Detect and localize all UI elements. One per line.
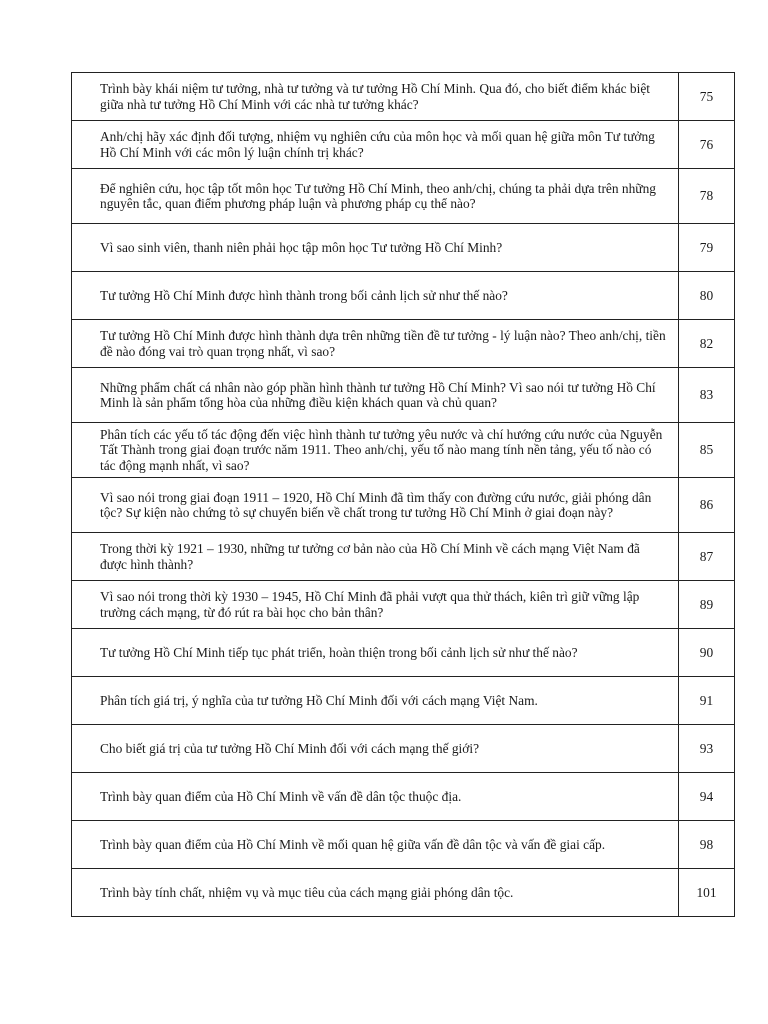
question-cell xyxy=(72,320,679,368)
question-cell xyxy=(72,169,679,224)
question-text: Vì sao nói trong giai đoạn 1911 – 1920, Hồ Chí Minh đã tìm thấy con đường cứu nước, giải phóng dân tộc? Sự kiện nào chứng tỏ sự chuyển biến về chất trong tư tưởng Hồ Chí Minh ở giai đoạn này? xyxy=(100,489,652,520)
page-number: 83 xyxy=(699,387,714,403)
question-text: Tư tưởng Hồ Chí Minh được hình thành trong bối cảnh lịch sử như thế nào? xyxy=(100,287,508,303)
page-number: 76 xyxy=(699,136,714,152)
table-row xyxy=(72,423,735,478)
question-text: Để nghiên cứu, học tập tốt môn học Tư tưởng Hồ Chí Minh, theo anh/chị, chúng ta phải dựa trên những nguyên tắc, quan điểm phương pháp luận và phương pháp cụ thể nào? xyxy=(100,180,656,211)
page-number: 94 xyxy=(699,788,714,804)
page-number-cell xyxy=(679,320,735,368)
page-number: 89 xyxy=(699,596,714,612)
question-cell xyxy=(72,368,679,423)
page-number: 82 xyxy=(699,335,714,351)
question-text: Phân tích giá trị, ý nghĩa của tư tưởng Hồ Chí Minh đối với cách mạng Việt Nam. xyxy=(100,692,538,708)
page-number-cell xyxy=(679,821,735,869)
table-row xyxy=(72,320,735,368)
page-number: 79 xyxy=(699,239,714,255)
question-text: Vì sao sinh viên, thanh niên phải học tập môn học Tư tưởng Hồ Chí Minh? xyxy=(100,239,503,255)
page-number-cell xyxy=(679,73,735,121)
question-text: Trong thời kỳ 1921 – 1930, những tư tưởng cơ bản nào của Hồ Chí Minh về cách mạng Việt Nam đã được hình thành? xyxy=(100,541,640,572)
question-text: Trình bày khái niệm tư tưởng, nhà tư tưởng và tư tưởng Hồ Chí Minh. Qua đó, cho biết điểm khác biệt giữa nhà tư tưởng Hồ Chí Minh với các nhà tư tưởng khác? xyxy=(100,81,651,112)
question-text: Trình bày quan điểm của Hồ Chí Minh về mối quan hệ giữa vấn đề dân tộc và vấn đề giai cấp. xyxy=(100,836,606,852)
question-text: Trình bày quan điểm của Hồ Chí Minh về vấn đề dân tộc thuộc địa. xyxy=(100,788,462,804)
table-row xyxy=(72,677,735,725)
page-number: 86 xyxy=(699,497,714,513)
table-row xyxy=(72,121,735,169)
question-cell xyxy=(72,869,679,917)
question-cell xyxy=(72,224,679,272)
question-cell xyxy=(72,725,679,773)
page-number-cell xyxy=(679,169,735,224)
question-text: Anh/chị hãy xác định đối tượng, nhiệm vụ nghiên cứu của môn học và mối quan hệ giữa môn Tư tưởng Hồ Chí Minh với các môn lý luận chính trị khác? xyxy=(100,129,655,160)
page-number: 93 xyxy=(699,740,714,756)
question-text: Tư tưởng Hồ Chí Minh tiếp tục phát triển, hoàn thiện trong bối cảnh lịch sử như thế nào? xyxy=(100,644,578,660)
page-number-cell xyxy=(679,773,735,821)
page-number: 87 xyxy=(699,548,714,564)
page-number-cell xyxy=(679,121,735,169)
page-number-cell xyxy=(679,869,735,917)
page-number: 91 xyxy=(699,692,714,708)
page-number-cell xyxy=(679,272,735,320)
table-row xyxy=(72,773,735,821)
page-number-cell xyxy=(679,533,735,581)
table-row xyxy=(72,821,735,869)
table-row xyxy=(72,629,735,677)
question-index-table xyxy=(71,72,735,917)
page-number-cell xyxy=(679,581,735,629)
page-number: 80 xyxy=(699,287,714,303)
question-cell xyxy=(72,478,679,533)
table-row xyxy=(72,478,735,533)
table-row xyxy=(72,224,735,272)
question-text: Vì sao nói trong thời kỳ 1930 – 1945, Hồ Chí Minh đã phải vượt qua thử thách, kiên trì giữ vững lập trường cách mạng, từ đó rút ra bài học cho bản thân? xyxy=(100,589,640,620)
page-number-cell xyxy=(679,677,735,725)
question-cell xyxy=(72,73,679,121)
page-number-cell xyxy=(679,368,735,423)
table-row xyxy=(72,169,735,224)
table-row xyxy=(72,368,735,423)
question-cell xyxy=(72,773,679,821)
question-cell xyxy=(72,629,679,677)
question-cell xyxy=(72,581,679,629)
question-cell xyxy=(72,677,679,725)
question-cell xyxy=(72,423,679,478)
page-number: 90 xyxy=(699,644,714,660)
page-number: 78 xyxy=(699,188,714,204)
page-number: 101 xyxy=(696,884,717,900)
page-number-cell xyxy=(679,478,735,533)
question-text: Những phẩm chất cá nhân nào góp phần hình thành tư tưởng Hồ Chí Minh? Vì sao nói tư tưởng Hồ Chí Minh là sản phẩm tổng hòa của những điều kiện khách quan và chủ quan? xyxy=(100,379,656,410)
page-number: 75 xyxy=(699,88,714,104)
page-number-cell xyxy=(679,423,735,478)
table-row xyxy=(72,869,735,917)
page-number-cell xyxy=(679,629,735,677)
question-text: Phân tích các yếu tố tác động đến việc hình thành tư tưởng yêu nước và chí hướng cứu nước của Nguyễn Tất Thành trong giai đoạn trước năm 1911. Theo anh/chị, yếu tố nào mang tính nền tảng, yếu tố nào có tác động mạnh nhất, vì sao? xyxy=(100,426,663,473)
table-row xyxy=(72,581,735,629)
question-text: Tư tưởng Hồ Chí Minh được hình thành dựa trên những tiền đề tư tưởng - lý luận nào? Theo anh/chị, tiền đề nào đóng vai trò quan trọng nhất, vì sao? xyxy=(100,328,666,359)
question-text: Cho biết giá trị của tư tưởng Hồ Chí Minh đối với cách mạng thế giới? xyxy=(100,740,480,756)
question-cell xyxy=(72,272,679,320)
question-cell xyxy=(72,821,679,869)
page-number: 85 xyxy=(699,442,714,458)
question-cell xyxy=(72,533,679,581)
page-number-cell xyxy=(679,725,735,773)
table-row xyxy=(72,725,735,773)
question-text: Trình bày tính chất, nhiệm vụ và mục tiêu của cách mạng giải phóng dân tộc. xyxy=(100,884,514,900)
page-number: 98 xyxy=(699,836,714,852)
table-row xyxy=(72,272,735,320)
question-cell xyxy=(72,121,679,169)
page-number-cell xyxy=(679,224,735,272)
table-row xyxy=(72,73,735,121)
table-row xyxy=(72,533,735,581)
